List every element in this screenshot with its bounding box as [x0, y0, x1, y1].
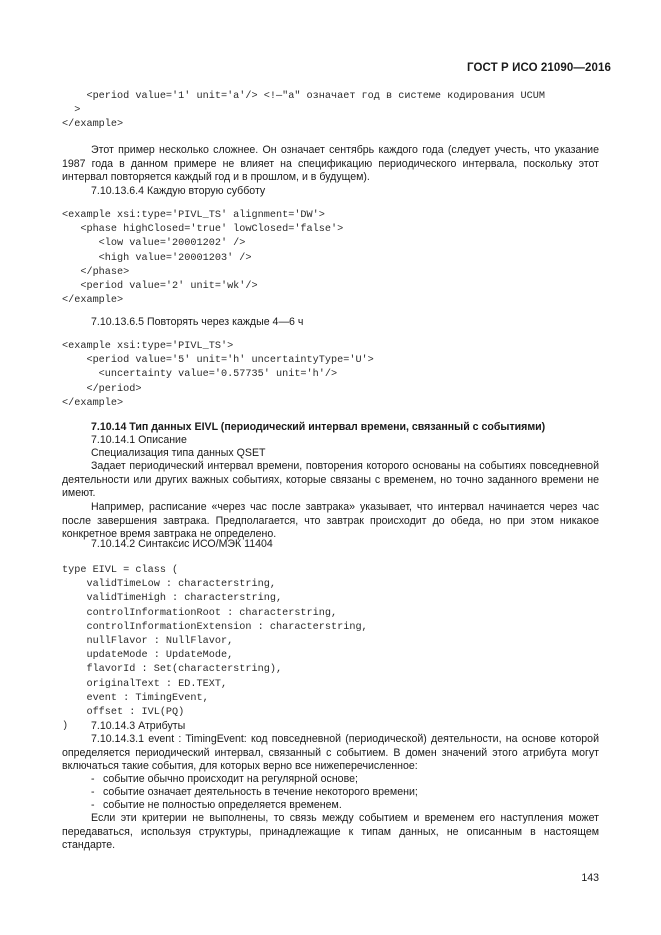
code-block-every-second-saturday: <example xsi:type='PIVL_TS' alignment='DW'> <phase highClosed='true' lowClosed='false'> <low value='20001202' /> <high value='20001203' /> </phase> <period value='2' unit='wk'/> </example>	[62, 210, 344, 307]
paragraph-example-explanation: Этот пример несколько сложнее. Он означает сентябрь каждого года (следует учесть, что указание 1987 года в данном примере не влияет на спецификацию периодического интервала, поскольку этот интервал повторяется каждый год и в прошлом, и в будущем).	[62, 144, 599, 184]
paragraph-eivl-example: Например, расписание «через час после завтрака» указывает, что интервал начинается через час после завершения завтрака. Предполагается, что завтрак происходит до обеда, но при этом никакое конкретное время завтрака не определено.	[62, 501, 599, 541]
list-item: - событие не полностью определяется временем.	[91, 799, 342, 811]
heading-7-10-14: 7.10.14 Тип данных EIVL (периодический интервал времени, связанный с событиями)	[91, 421, 546, 433]
heading-7-10-13-6-5: 7.10.13.6.5 Повторять через каждые 4—6 ч	[91, 316, 304, 328]
code-block-every-4-6-hours: <example xsi:type='PIVL_TS'> <period value='5' unit='h' uncertaintyType='U'> <uncertainty value='0.57735' unit='h'/> </period> </example>	[62, 341, 374, 409]
specialization-text: Специализация типа данных QSET	[91, 447, 266, 459]
page-number: 143	[581, 872, 599, 884]
page-header: ГОСТ Р ИСО 21090—2016	[466, 62, 611, 74]
list-item: - событие обычно происходит на регулярной основе;	[91, 773, 358, 785]
heading-7-10-13-6-4: 7.10.13.6.4 Каждую вторую субботу	[91, 185, 266, 197]
paragraph-event-attribute: 7.10.14.3.1 event : TimingEvent: код повседневной (периодической) деятельности, на основе которой определяется периодический интервал, связанный с событием. В домен значений этого атрибута могут включаться такие события, для которых верно все нижеперечисленное:	[62, 733, 599, 773]
heading-7-10-14-2: 7.10.14.2 Синтаксис ИСО/МЭК 11404	[91, 538, 273, 550]
code-block-period: <period value='1' unit='a'/> <!—"a" означает год в системе кодирования UCUM > </example>	[62, 91, 545, 131]
heading-7-10-14-1: 7.10.14.1 Описание	[91, 434, 187, 446]
paragraph-criteria: Если эти критерии не выполнены, то связь между событием и временем его наступления может передаваться, используя структуры, принадлежащие к типам данных, не описанным в настоящем стандарте.	[62, 812, 599, 852]
code-block-eivl-syntax: type EIVL = class ( validTimeLow : characterstring, validTimeHigh : characterstring, controlInformationRoot : characterstring, controlInformationExtension : characterstring, nullFlavor : NullFlavor, updateMode : UpdateMode, flavorId : Set(characterstring), originalText : ED.TEXT, event : TimingEvent, offset : IVL(PQ) )	[62, 565, 368, 733]
paragraph-eivl-description: Задает периодический интервал времени, повторения которого основаны на событиях повседневной деятельности или других важных событиях, которые связаны с временем, но точно заданного времени не имеют.	[62, 460, 599, 500]
heading-7-10-14-3: 7.10.14.3 Атрибуты	[91, 720, 186, 732]
list-item: - событие означает деятельность в течение некоторого времени;	[91, 786, 418, 798]
